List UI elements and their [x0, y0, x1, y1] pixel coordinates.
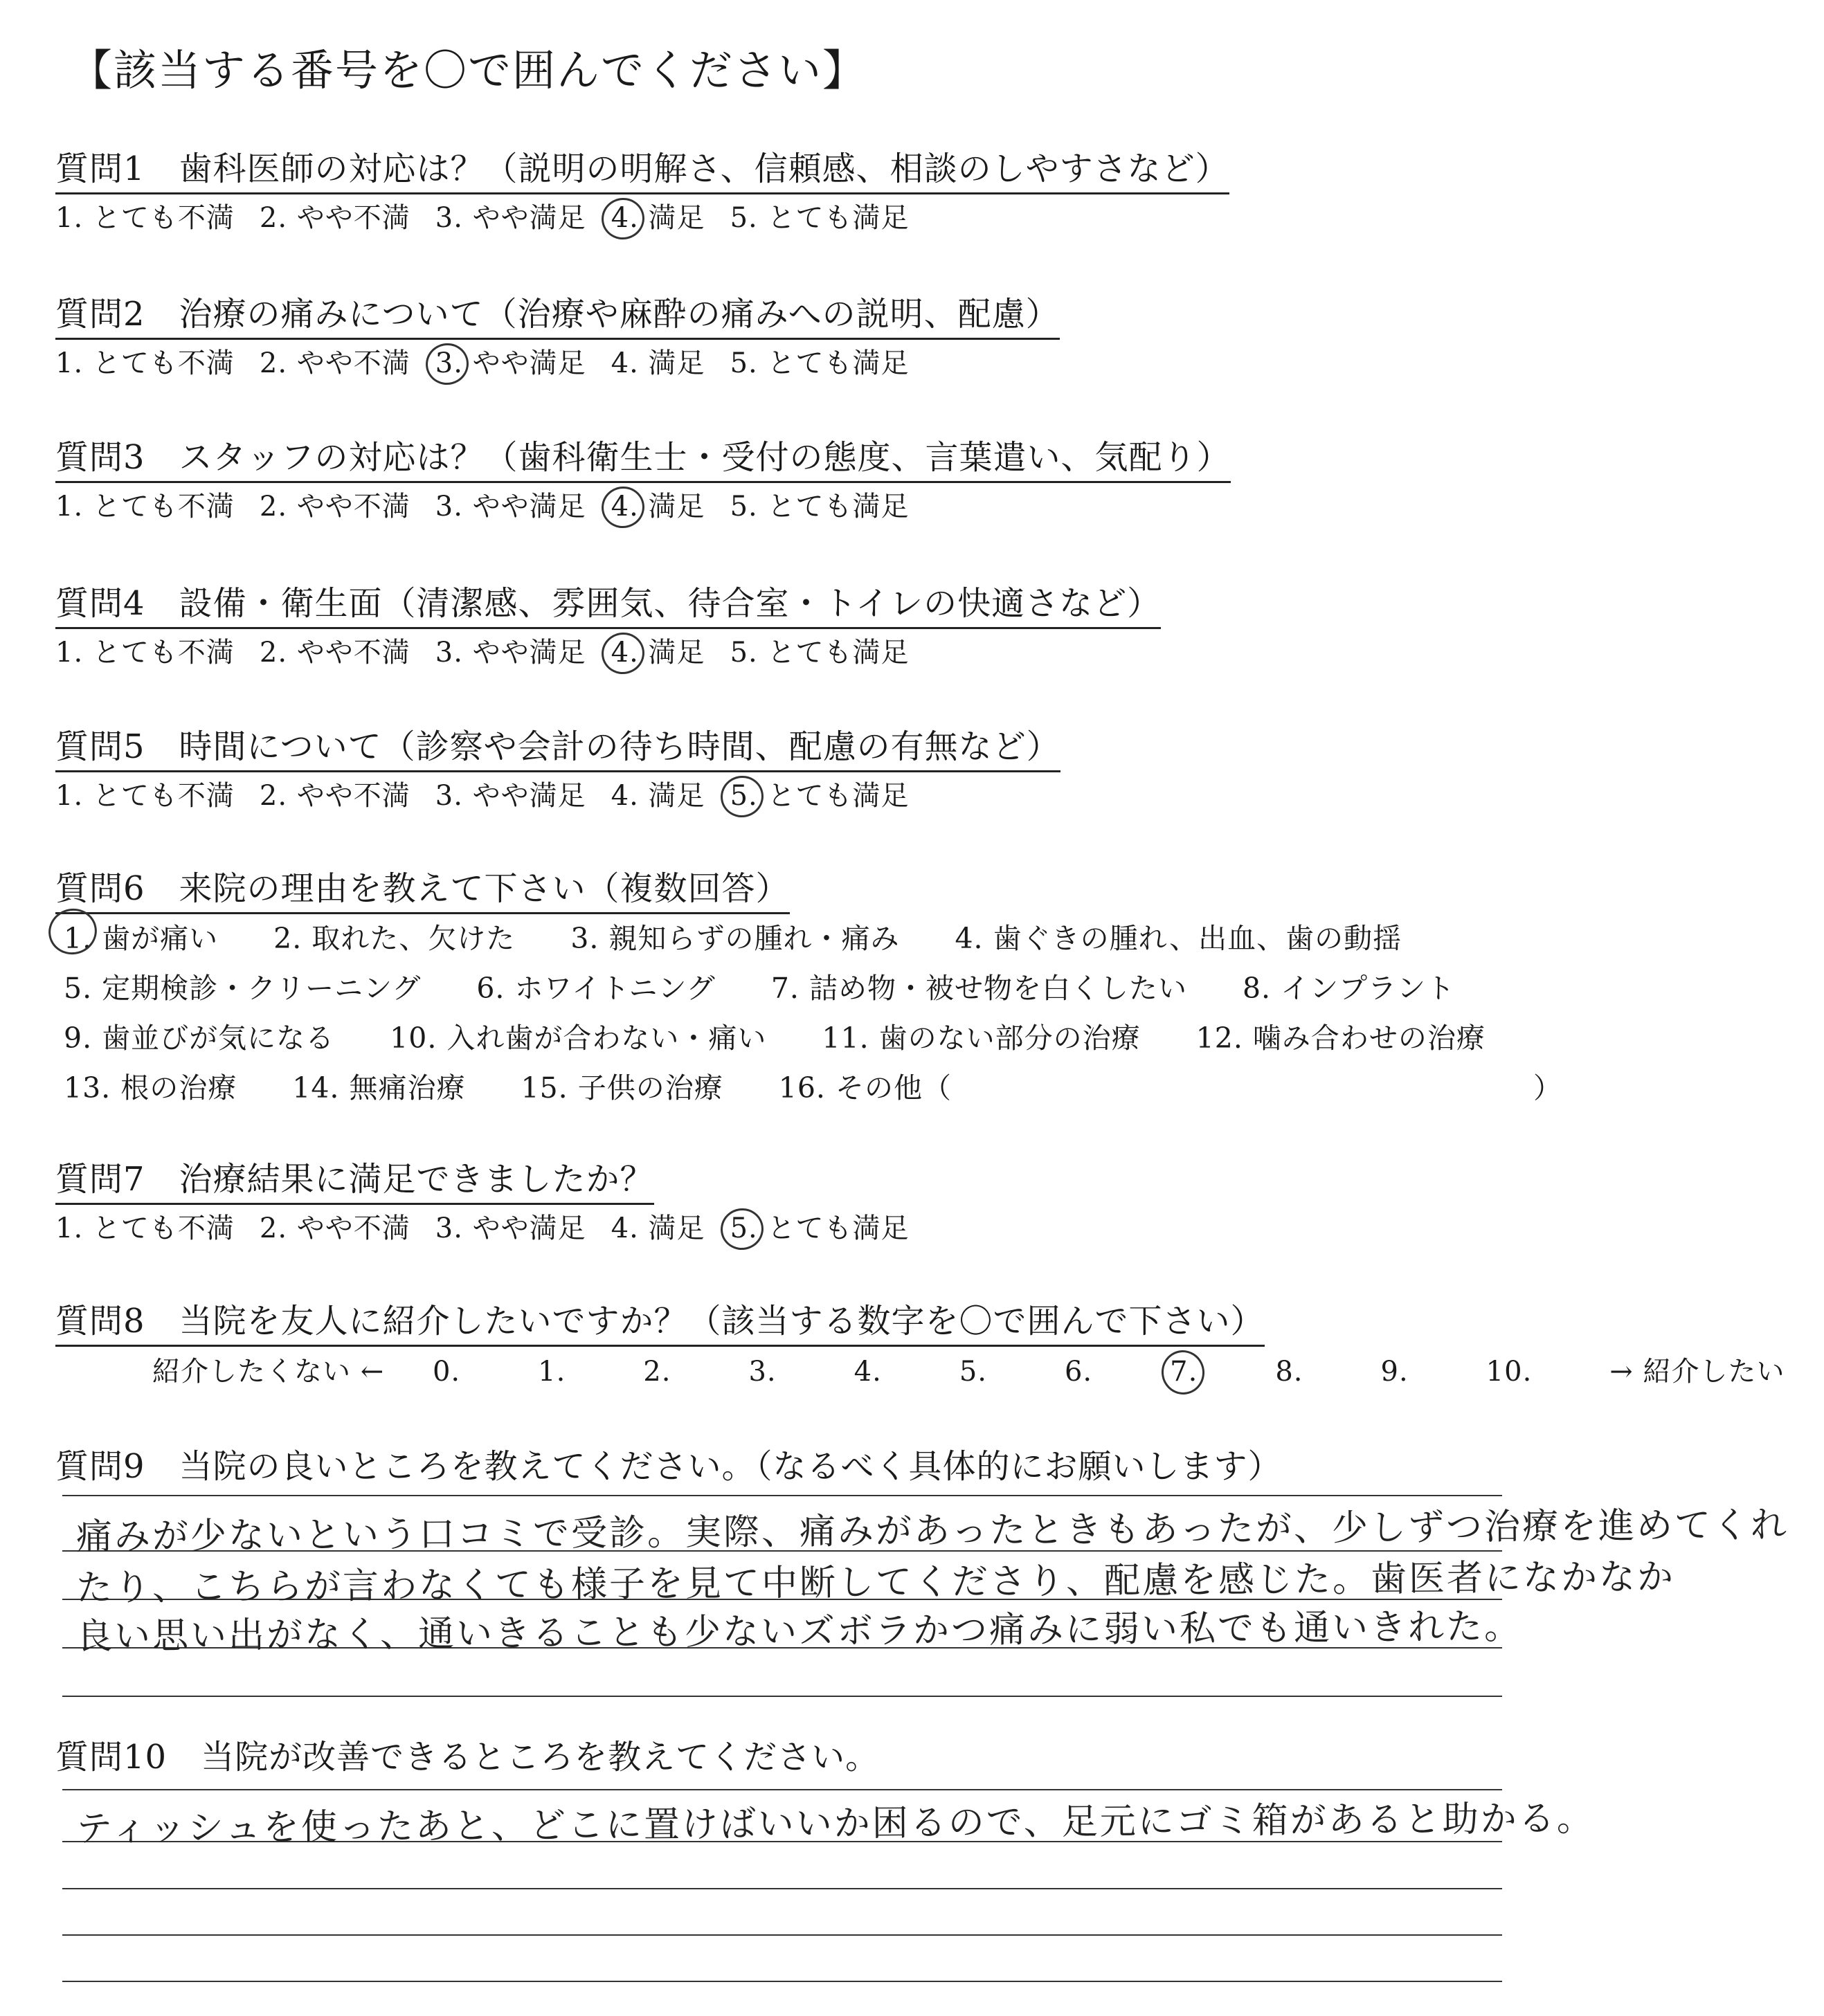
option-label: 2. やや不満 — [259, 780, 410, 812]
reason-option[interactable] — [955, 916, 1429, 956]
scale-option[interactable] — [748, 1356, 815, 1388]
q10-answer-line-1: ティッシュを使ったあと、どこに置けばいいか困るので、足元にゴミ箱があると助かる。 — [75, 1797, 1595, 1850]
scale-value: 10. — [1486, 1356, 1533, 1388]
answer-line — [62, 1696, 1502, 1697]
reason-option[interactable] — [1196, 1015, 1513, 1056]
reason-option[interactable] — [476, 965, 743, 1006]
rating-option[interactable] — [730, 196, 910, 235]
option-label: 1. とても不満 — [55, 491, 235, 523]
rating-option[interactable] — [611, 484, 705, 524]
q2-options — [55, 341, 934, 381]
scale-value: 4. — [854, 1356, 882, 1388]
question-4-title: 質問4 設備・衛生面（清潔感、雰囲気、待合室・トイレの快適さなど） — [55, 576, 1161, 629]
question-10-title: 質問10 当院が改善できるところを教えてください。 — [55, 1738, 880, 1777]
option-label: 2. やや不満 — [259, 202, 410, 234]
answer-line — [62, 1981, 1502, 1982]
scale-option[interactable] — [1275, 1356, 1342, 1388]
rating-option[interactable] — [55, 630, 235, 670]
question-5-title: 質問5 時間について（診察や会計の待ち時間、配慮の有無など） — [55, 720, 1060, 772]
rating-option[interactable] — [730, 1206, 910, 1246]
option-label: 3. やや満足 — [435, 1213, 586, 1244]
rating-option[interactable] — [611, 774, 705, 813]
scale-option[interactable] — [1381, 1356, 1447, 1388]
scale-option[interactable] — [643, 1356, 710, 1388]
option-label: 4. 満足 — [611, 1213, 705, 1244]
q1-options — [55, 196, 934, 235]
scale-value: 7. — [1170, 1356, 1198, 1388]
q6-option-row — [64, 1065, 1618, 1106]
reason-label: 8. インプラント — [1242, 972, 1456, 1005]
scale-value: 0. — [432, 1356, 461, 1388]
rating-option[interactable] — [260, 774, 410, 813]
reason-label: 11. 歯のない部分の治療 — [822, 1021, 1141, 1055]
rating-option[interactable] — [730, 484, 910, 524]
rating-option[interactable] — [435, 774, 586, 813]
rating-option[interactable] — [260, 630, 410, 670]
q7-options — [55, 1206, 934, 1246]
reason-option[interactable] — [64, 965, 449, 1006]
q6-option-row — [64, 1015, 1541, 1056]
reason-option[interactable] — [64, 1015, 362, 1056]
rating-option[interactable] — [55, 341, 235, 381]
option-label: 1. とても不満 — [55, 780, 235, 812]
reason-label: 16. その他（ — [778, 1071, 952, 1105]
rating-option[interactable] — [55, 196, 235, 235]
reason-option[interactable] — [292, 1065, 493, 1106]
reason-option[interactable] — [822, 1015, 1168, 1056]
reason-option[interactable] — [570, 916, 927, 956]
rating-option[interactable] — [435, 484, 586, 524]
scale-left-label: 紹介したくない ← — [152, 1356, 385, 1388]
reason-label: 5. 定期検診・クリーニング — [64, 972, 422, 1005]
rating-option[interactable] — [730, 774, 910, 813]
scale-option[interactable] — [433, 1356, 499, 1388]
option-label: 3. やや満足 — [435, 202, 586, 234]
scale-value: 2. — [643, 1356, 671, 1388]
question-1-title: 質問1 歯科医師の対応は？（説明の明解さ、信頼感、相談のしやすさなど） — [55, 142, 1229, 194]
option-label: 4. 満足 — [611, 637, 705, 669]
reason-label: 12. 噛み合わせの治療 — [1195, 1021, 1486, 1055]
rating-option[interactable] — [260, 196, 410, 235]
scale-value: 5. — [959, 1356, 987, 1388]
rating-option[interactable] — [435, 196, 586, 235]
answer-line — [62, 1888, 1502, 1889]
scale-option[interactable] — [854, 1356, 921, 1388]
option-label: 3. やや満足 — [435, 637, 586, 669]
option-label: 1. とても不満 — [55, 347, 235, 379]
option-label: 5. とても満足 — [730, 637, 910, 669]
q6-option-row — [64, 965, 1510, 1006]
q9-answer-line-1: 痛みが少ないという口コミで受診。実際、痛みがあったときもあったが、少しずつ治療を進めてくれ — [75, 1504, 1789, 1558]
question-2-title: 質問2 治療の痛みについて（治療や麻酔の痛みへの説明、配慮） — [55, 287, 1060, 340]
option-label: 2. やや不満 — [259, 637, 410, 669]
option-label: 2. やや不満 — [259, 347, 410, 379]
scale-value: 9. — [1380, 1356, 1409, 1388]
option-label: 3. やや満足 — [435, 780, 586, 812]
rating-option[interactable] — [55, 1206, 235, 1246]
reason-label: 7. 詰め物・被せ物を白くしたい — [770, 972, 1187, 1005]
reason-option[interactable] — [273, 916, 543, 956]
scale-value: 6. — [1064, 1356, 1093, 1388]
rating-option[interactable] — [611, 196, 705, 235]
option-label: 5. とても満足 — [730, 202, 910, 234]
reason-label: 13. 根の治療 — [64, 1071, 237, 1105]
reason-label: 4. 歯ぐきの腫れ、出血、歯の動揺 — [955, 922, 1402, 955]
option-label: 4. 満足 — [611, 202, 705, 234]
option-label: 2. やや不満 — [259, 491, 410, 523]
q9-answer-line-2: たり、こちらが言わなくても様子を見て中断してくださり、配慮を感じた。歯医者になかなか — [75, 1556, 1676, 1609]
reason-option[interactable] — [521, 1065, 751, 1106]
page-heading: 【該当する番号を〇で囲んでください】 — [69, 45, 867, 96]
option-label: 4. 満足 — [611, 347, 705, 379]
reason-label: 6. ホワイトニング — [476, 972, 716, 1005]
q4-options — [55, 630, 934, 670]
scale-value: 3. — [748, 1356, 777, 1388]
scale-right-label: → 紹介したい — [1609, 1356, 1785, 1388]
rating-option[interactable] — [260, 341, 410, 381]
question-8-title: 質問8 当院を友人に紹介したいですか？（該当する数字を〇で囲んで下さい） — [55, 1294, 1265, 1347]
scale-value: 1. — [538, 1356, 566, 1388]
option-label: 5. とても満足 — [730, 1213, 910, 1244]
rating-option[interactable] — [435, 630, 586, 670]
rating-option[interactable] — [611, 341, 705, 381]
reason-label: 2. 取れた、欠けた — [273, 922, 516, 955]
rating-option[interactable] — [435, 341, 586, 381]
question-3-title: 質問3 スタッフの対応は？（歯科衛生士・受付の態度、言葉遣い、気配り） — [55, 430, 1231, 483]
option-label: 3. やや満足 — [435, 491, 586, 523]
option-label: 5. とても満足 — [730, 780, 910, 812]
reason-label: 1. 歯が痛い — [64, 916, 218, 956]
reason-option[interactable] — [1533, 1065, 1590, 1106]
question-7-title: 質問7 治療結果に満足できましたか？ — [55, 1152, 654, 1205]
rating-option[interactable] — [611, 1206, 705, 1246]
rating-option[interactable] — [55, 774, 235, 813]
option-label: 2. やや不満 — [259, 1213, 410, 1244]
scale-option[interactable] — [538, 1356, 604, 1388]
question-9-title: 質問9 当院の良いところを教えてください。（なるべく具体的にお願いします） — [55, 1447, 1282, 1486]
option-label: 1. とても不満 — [55, 1213, 235, 1244]
option-label: 1. とても不満 — [55, 202, 235, 234]
reason-label: 10. 入れ歯が合わない・痛い — [390, 1021, 767, 1055]
rating-option[interactable] — [260, 484, 410, 524]
recommend-scale — [152, 1350, 1824, 1389]
reason-label: ） — [1533, 1071, 1562, 1105]
q5-options — [55, 774, 934, 813]
option-label: 3. やや満足 — [435, 347, 586, 379]
scale-option[interactable] — [1170, 1356, 1236, 1388]
answer-line — [62, 1789, 1502, 1790]
reason-option[interactable] — [1243, 965, 1483, 1006]
reason-label: 9. 歯並びが気になる — [64, 1021, 335, 1055]
rating-option[interactable] — [55, 484, 235, 524]
scale-value: 8. — [1275, 1356, 1303, 1388]
reason-label: 14. 無痛治療 — [292, 1071, 466, 1105]
reason-label: 15. 子供の治療 — [521, 1071, 723, 1105]
scale-option[interactable] — [1065, 1356, 1131, 1388]
rating-option[interactable] — [730, 630, 910, 670]
reason-label: 3. 親知らずの腫れ・痛み — [570, 922, 900, 955]
scale-option[interactable] — [1486, 1356, 1571, 1388]
answer-line — [62, 1495, 1502, 1496]
option-label: 1. とても不満 — [55, 637, 235, 669]
q9-answer-line-3: 良い思い出がなく、通いきることも少ないズボラかつ痛みに弱い私でも通いきれた。 — [75, 1606, 1523, 1658]
reason-option[interactable] — [390, 1015, 794, 1056]
q3-options — [55, 484, 934, 524]
option-label: 4. 満足 — [611, 491, 705, 523]
rating-option[interactable] — [730, 341, 910, 381]
option-label: 4. 満足 — [611, 780, 705, 812]
answer-line — [62, 1934, 1502, 1936]
question-6-title: 質問6 来院の理由を教えて下さい（複数回答） — [55, 862, 790, 914]
reason-option[interactable] — [64, 916, 246, 956]
rating-option[interactable] — [435, 1206, 586, 1246]
reason-option[interactable] — [64, 1065, 264, 1106]
q6-option-row — [64, 916, 1457, 956]
option-label: 5. とても満足 — [730, 347, 910, 379]
reason-option[interactable] — [771, 965, 1215, 1006]
rating-option[interactable] — [260, 1206, 410, 1246]
rating-option[interactable] — [611, 630, 705, 670]
option-label: 5. とても満足 — [730, 491, 910, 523]
reason-option[interactable] — [779, 1065, 979, 1106]
scale-option[interactable] — [959, 1356, 1026, 1388]
